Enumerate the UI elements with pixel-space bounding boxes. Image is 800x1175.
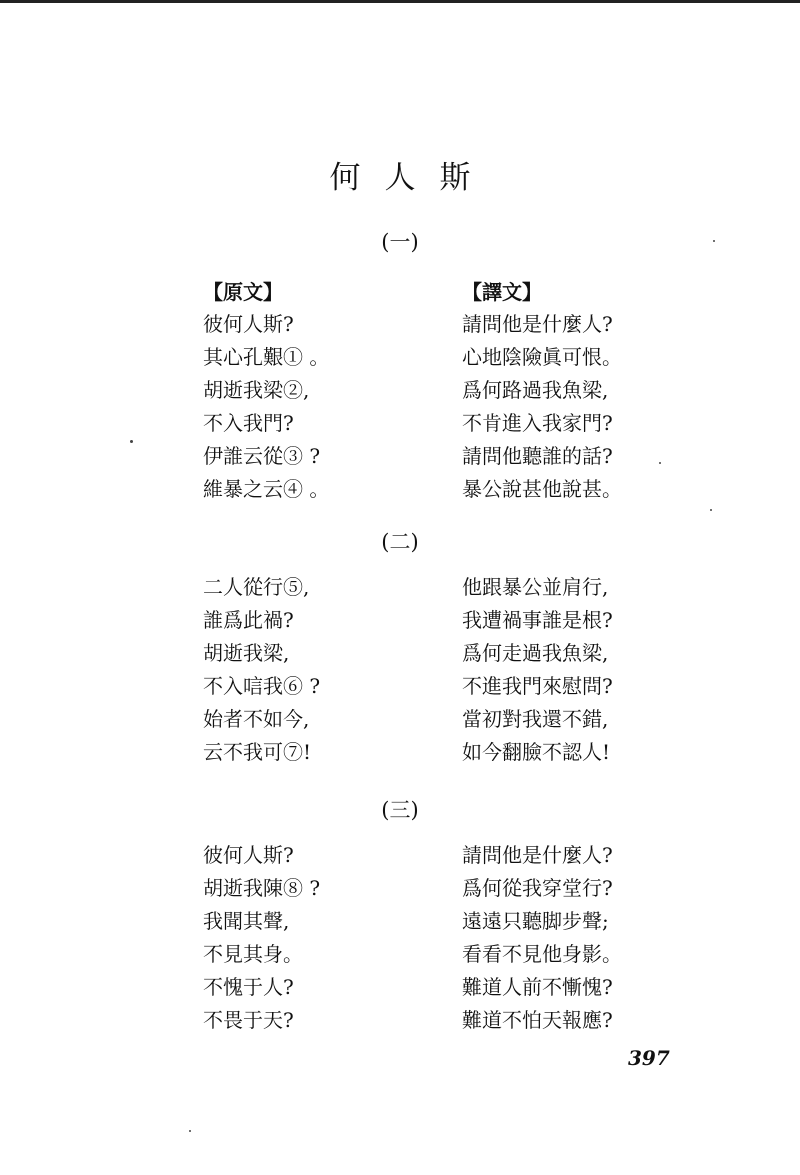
section-heading-1: (一) [381,230,419,254]
translation-line: 他跟暴公並肩行, [462,575,609,599]
page-top-border [0,0,800,3]
original-line: 維暴之云④ 。 [203,477,330,501]
original-line: 云不我可⑦! [203,740,312,764]
translation-line: 暴公說甚他說甚。 [462,477,622,501]
original-line: 我聞其聲, [203,909,290,933]
section-heading-2: (二) [381,530,419,554]
translation-line: 請問他是什麼人? [462,312,613,336]
translation-line: 難道不怕天報應? [462,1008,613,1032]
scan-speck [659,462,661,464]
original-line: 胡逝我梁, [203,641,290,665]
original-line: 彼何人斯? [203,843,294,867]
scan-speck [130,440,133,443]
translation-column-header: 【譯文】 [462,280,542,304]
scan-speck [710,509,712,511]
original-line: 其心孔艱① 。 [203,345,330,369]
original-line: 始者不如今, [203,707,310,731]
original-line: 不愧于人? [203,975,294,999]
original-line: 胡逝我陳⑧ ? [203,876,321,900]
scan-speck [713,240,715,242]
translation-line: 難道人前不慚愧? [462,975,613,999]
translation-line: 爲何走過我魚梁, [462,641,609,665]
translation-line: 我遭禍事誰是根? [462,608,613,632]
translation-line: 不肯進入我家門? [462,411,613,435]
original-line: 彼何人斯? [203,312,294,336]
page-number: 397 [628,1046,670,1070]
scan-speck [189,1130,191,1132]
poem-title: 何人斯 [329,160,495,196]
original-line: 二人從行⑤, [203,575,310,599]
translation-line: 請問他是什麼人? [462,843,613,867]
translation-line: 爲何從我穿堂行? [462,876,613,900]
translation-line: 心地陰險眞可恨。 [462,345,622,369]
original-line: 不入我門? [203,411,294,435]
translation-line: 當初對我還不錯, [462,707,609,731]
original-column-header: 【原文】 [203,280,283,304]
translation-line: 遠遠只聽脚步聲; [462,909,609,933]
translation-line: 爲何路過我魚梁, [462,378,609,402]
original-line: 伊誰云從③ ? [203,444,321,468]
translation-line: 不進我門來慰問? [462,674,613,698]
translation-line: 看看不見他身影。 [462,942,622,966]
original-line: 不入唁我⑥ ? [203,674,321,698]
original-line: 誰爲此禍? [203,608,294,632]
translation-line: 請問他聽誰的話? [462,444,613,468]
section-heading-3: (三) [381,798,419,822]
original-line: 不畏于天? [203,1008,294,1032]
translation-line: 如今翻臉不認人! [462,740,611,764]
original-line: 胡逝我梁②, [203,378,310,402]
original-line: 不見其身。 [203,942,303,966]
